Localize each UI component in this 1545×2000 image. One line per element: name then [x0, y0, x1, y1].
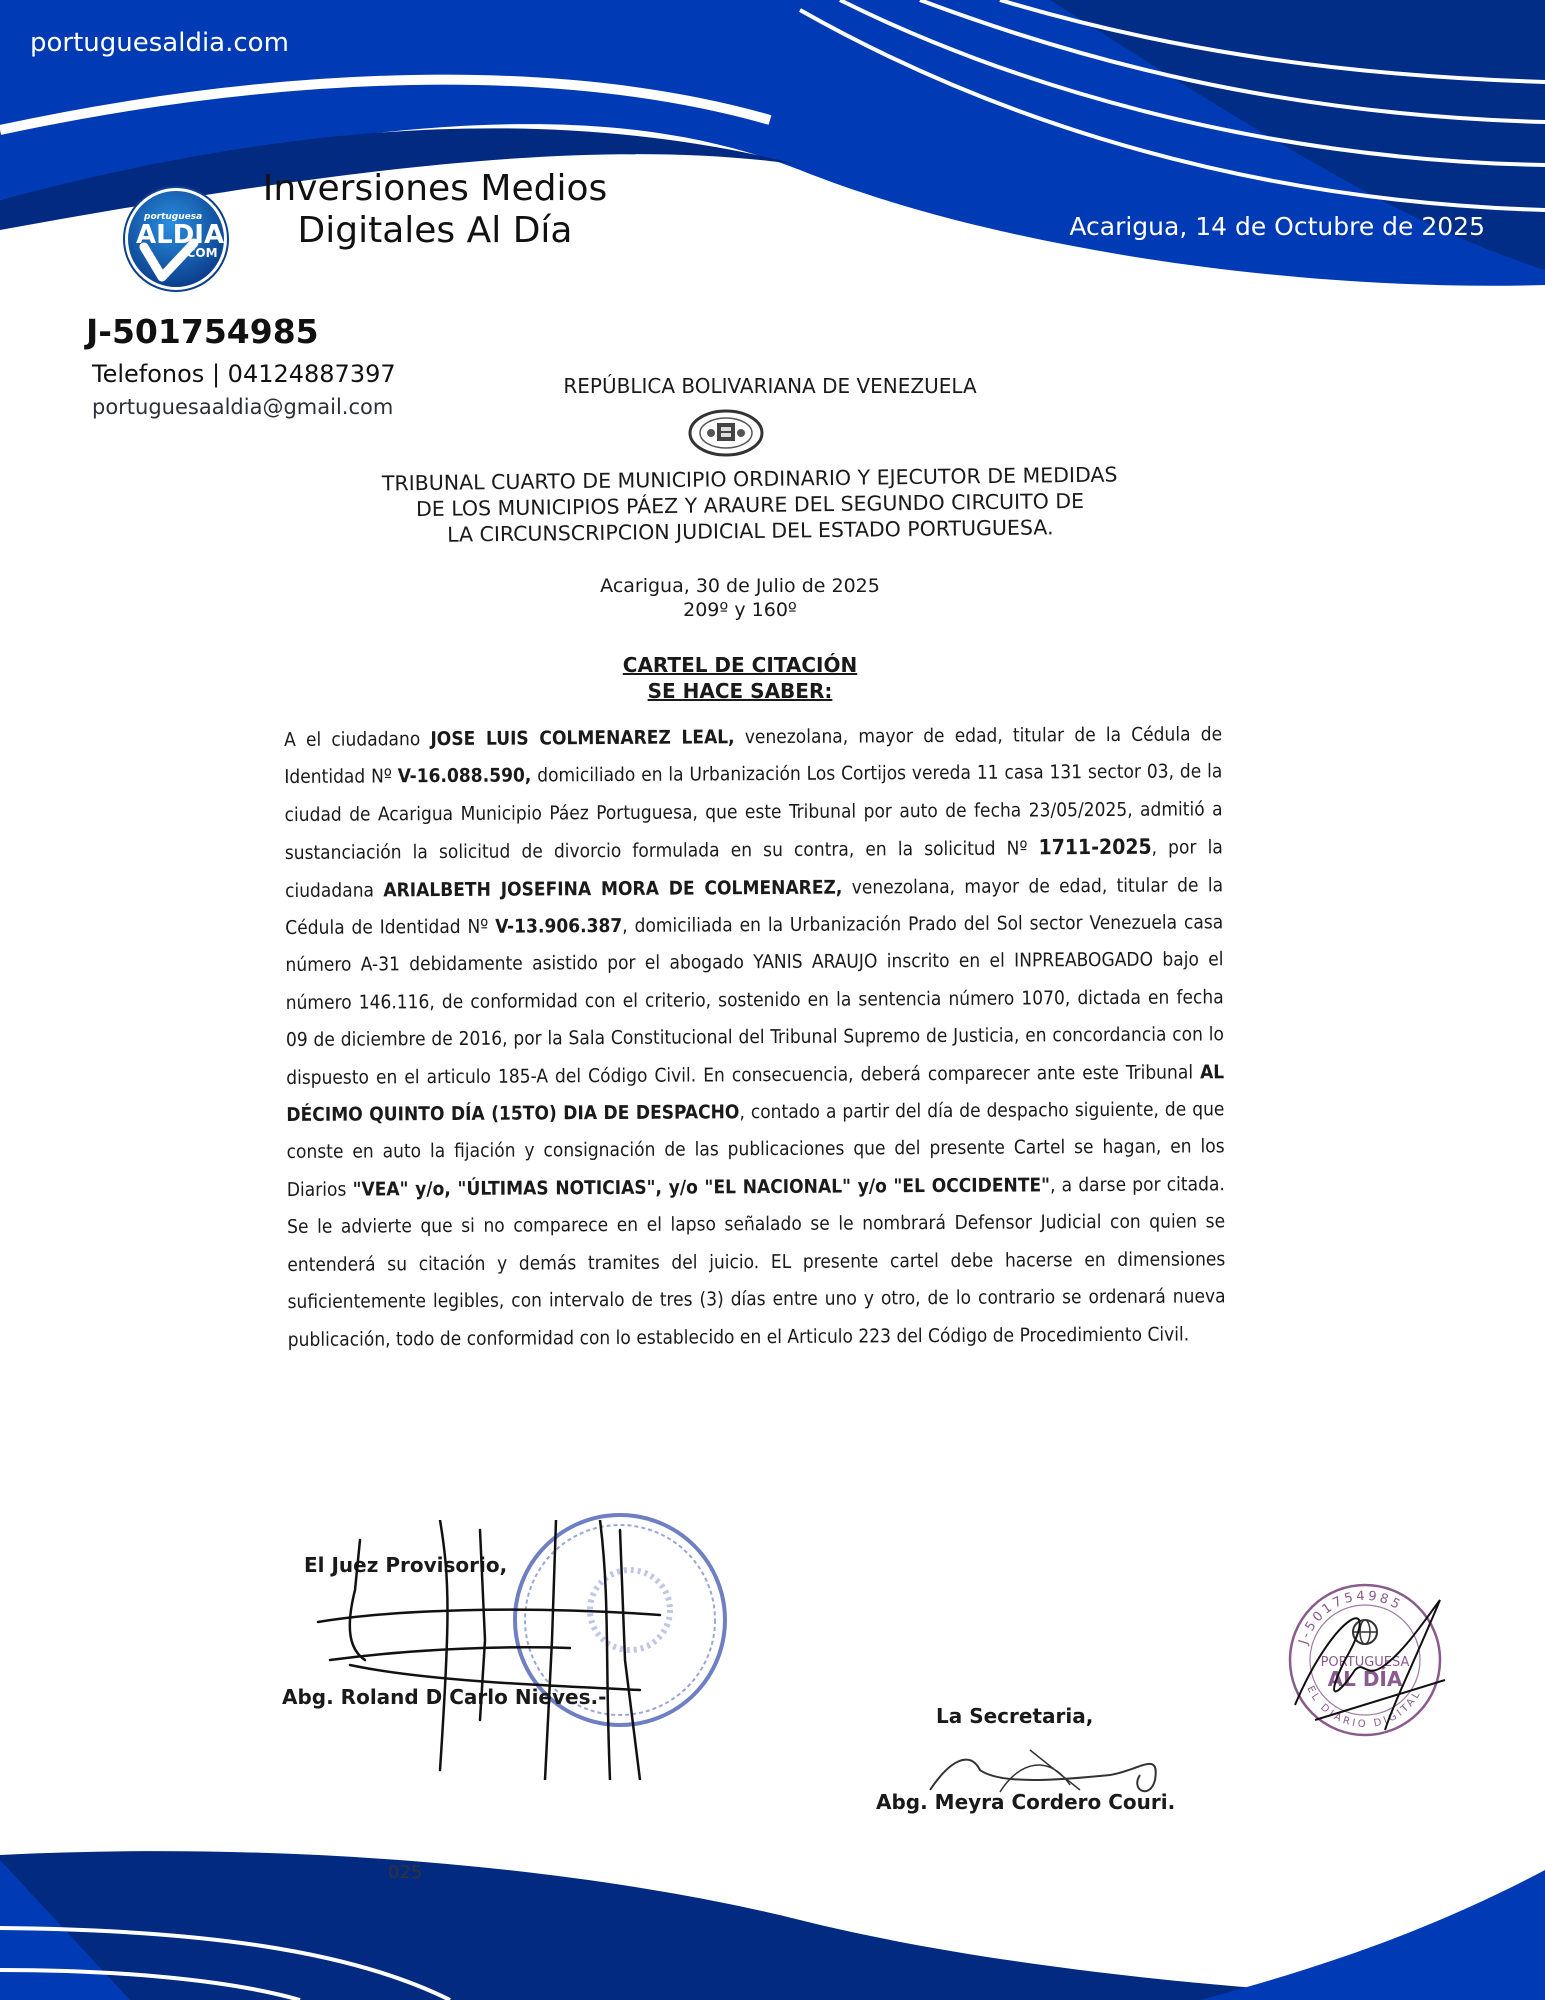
place-date: Acarigua, 30 de Julio de 2025: [600, 575, 880, 597]
tribunal-line: DE LOS MUNICIPIOS PÁEZ Y ARAURE DEL SEGUNDO CIRCUITO DE: [415, 488, 1085, 522]
svg-text:.COM: .COM: [182, 246, 218, 260]
document-title: [500, 652, 980, 704]
tribunal-heading: [320, 461, 1181, 550]
svg-text:J-501754985: J-501754985: [1296, 1588, 1405, 1647]
secretary-title: La Secretaria,: [936, 1704, 1094, 1728]
svg-text:AL DÍA: AL DÍA: [1327, 1667, 1403, 1691]
years: 209º y 160º: [683, 599, 797, 621]
globe-icon: [1353, 1620, 1377, 1644]
organization-name: [250, 168, 620, 252]
org-name-line1: Inversiones Medios: [262, 168, 608, 209]
defendant-name: JOSE LUIS COLMENAREZ LEAL,: [430, 726, 735, 751]
country-heading: REPÚBLICA BOLIVARIANA DE VENEZUELA: [563, 374, 977, 398]
tribunal-line: TRIBUNAL CUARTO DE MUNICIPIO ORDINARIO Y EJECUTOR DE MEDIDAS: [381, 462, 1118, 496]
aldia-logo-icon: [122, 185, 230, 293]
footer-fragment: 025: [388, 1862, 423, 1883]
svg-text:EL DIARIO DIGITAL: EL DIARIO DIGITAL: [1304, 1684, 1424, 1731]
phone-label: Telefonos |: [92, 360, 221, 388]
svg-text:ALDIA: ALDIA: [136, 220, 225, 250]
secretary-name: Abg. Meyra Cordero Couri.: [876, 1790, 1176, 1814]
judge-signature-icon: [270, 1520, 750, 1780]
org-name-line2: Digitales Al Día: [297, 210, 573, 251]
deadline: AL DÉCIMO QUINTO DÍA (15TO) DIA DE DESPACHO: [286, 1060, 1225, 1127]
title-line2: SE HACE SABER:: [647, 679, 833, 703]
phone-line: [92, 360, 396, 388]
case-number: 1711-2025: [1038, 834, 1152, 860]
email-address[interactable]: portuguesaaldia@gmail.com: [92, 395, 394, 419]
title-line1: CARTEL DE CITACIÓN: [622, 653, 858, 677]
newspapers: "VEA" y/o, "ÚLTIMAS NOTICIAS", y/o "EL NACIONAL" y/o "EL OCCIDENTE": [352, 1174, 1051, 1201]
rif-number: J-501754985: [86, 312, 319, 351]
tribunal-line: LA CIRCUNSCRIPCION JUDICIAL DEL ESTADO PORTUGUESA.: [446, 515, 1054, 547]
plaintiff-name: ARIALBETH JOSEFINA MORA DE COLMENAREZ,: [383, 876, 843, 902]
judge-title: El Juez Provisorio,: [304, 1553, 508, 1577]
coat-of-arms-seal-icon: [687, 408, 765, 458]
judge-name: Abg. Roland D Carlo Nieves.-: [282, 1685, 607, 1709]
defendant-id: V-16.088.590,: [397, 764, 532, 788]
svg-text:PORTUGUESA: PORTUGUESA: [1320, 1655, 1410, 1670]
phone-number[interactable]: 04124887397: [227, 360, 396, 388]
media-stamp: [1275, 1570, 1455, 1750]
plaintiff-id: V-13.906.387: [495, 914, 623, 938]
site-url[interactable]: portuguesaldia.com: [30, 28, 289, 58]
svg-text:portuguesa: portuguesa: [144, 212, 203, 222]
footer-wave-right: [1200, 1870, 1545, 2000]
header-date: Acarigua, 14 de Octubre de 2025: [1069, 212, 1485, 241]
citation-body: A el ciudadano JOSE LUIS COLMENAREZ LEAL, venezolana, mayor de edad, titular de la Cédula de Identidad Nº V-16.088.590, domiciliado en la Urbanización Los Cortijos vereda 11 casa 131 sector 03, de la ciudad de Acarigua Municipio Páez Portuguesa, que este Tribunal por auto de fecha 23/05/2025, admitió a sustanciación la solicitud de divorcio formulada en su contra, en la solicitud Nº 1711-2025, por la ciudadana ARIALBETH JOSEFINA MORA DE COLMENAREZ, venezolana, mayor de edad, titular de la Cédula de Identidad Nº V-13.906.387, domiciliada en la Urbanización Prado del Sol sector Venezuela casa número A-31 debidamente asistido por el abogado YANIS ARAUJO inscrito en el INPREABOGADO bajo el número 146.116, de conformidad con el criterio, sostenido en la sentencia número 1070, dictada en fecha 09 de diciembre de 2016, por la Sala Constitucional del Tribunal Supremo de Justicia, en concordancia con lo dispuesto en el articulo 185-A del Código Civil. En consecuencia, deberá comparecer ante este Tribunal AL DÉCIMO QUINTO DÍA (15TO) DIA DE DESPACHO, contado a partir del día de despacho siguiente, de que conste en auto la fijación y consignación de las publicaciones que del presente Cartel se hagan, en los Diarios "VEA" y/o, "ÚLTIMAS NOTICIAS", y/o "EL NACIONAL" y/o "EL OCCIDENTE", a darse por citada. Se le advierte que si no comparece en el lapso señalado se le nombrará Defensor Judicial con quien se entenderá su citación y demás tramites del juicio. EL presente cartel debe hacerse en dimensiones suficientemente legibles, con intervalo de tres (3) días entre uno y otro, de lo contrario se ordenará nueva publicación, todo de conformidad con lo establecido en el Articulo 223 del Código de Procedimiento Civil.: [284, 723, 1226, 1351]
document-date: [500, 574, 980, 622]
